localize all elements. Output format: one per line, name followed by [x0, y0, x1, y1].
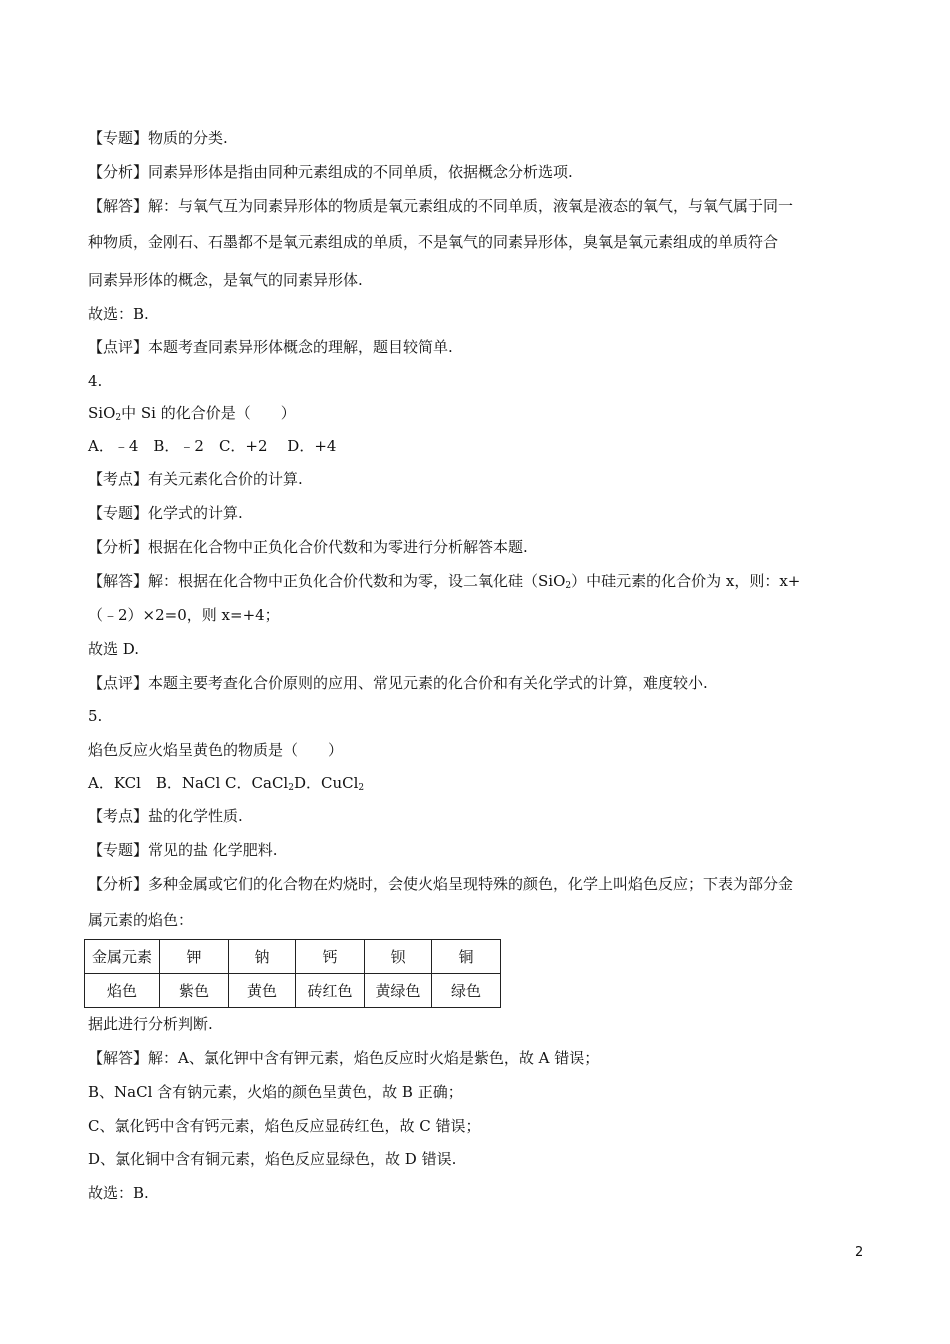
table-cell: 金属元素 — [85, 940, 160, 974]
table-cell: 绿色 — [432, 974, 501, 1008]
q4-choice: 故选 D. — [88, 640, 140, 658]
table-cell: 钾 — [160, 940, 229, 974]
table-cell: 铜 — [432, 940, 501, 974]
table-cell: 紫色 — [160, 974, 229, 1008]
q3-answer-line3: 同素异形体的概念，是氧气的同素异形体. — [88, 271, 363, 289]
q5-point: 【考点】盐的化学性质. — [88, 807, 243, 825]
q5-analysis-line2: 属元素的焰色： — [88, 911, 194, 929]
q4-comment: 【点评】本题主要考查化合价原则的应用、常见元素的化合价和有关化学式的计算，难度较小. — [88, 674, 708, 692]
q5-answer-line1: 【解答】解：A、氯化钾中含有钾元素，焰色反应时火焰是紫色，故 A 错误； — [88, 1049, 600, 1067]
q4-answer-part1: 【解答】解：根据在化合物中正负化合价代数和为零，设二氧化硅（SiO — [88, 572, 566, 590]
q5-number: 5. — [88, 707, 103, 725]
q5-options-part2: D．CuCl — [293, 774, 359, 792]
table-cell: 钙 — [296, 940, 365, 974]
table-cell: 钡 — [365, 940, 432, 974]
table-cell: 黄绿色 — [365, 974, 432, 1008]
q4-answer-line1 — [88, 571, 800, 591]
subscript: 2 — [565, 581, 572, 591]
q5-answer-line3: C、氯化钙中含有钙元素，焰色反应显砖红色，故 C 错误； — [88, 1117, 481, 1135]
q5-answer-line2: B、NaCl 含有钠元素，火焰的颜色呈黄色，故 B 正确； — [88, 1083, 463, 1101]
q4-topic: 【专题】化学式的计算. — [88, 504, 243, 522]
table-cell: 黄色 — [229, 974, 296, 1008]
table-cell: 钠 — [229, 940, 296, 974]
table-cell: 焰色 — [85, 974, 160, 1008]
page-number: 2 — [855, 1245, 864, 1260]
q4-stem — [88, 403, 296, 423]
q4-point: 【考点】有关元素化合价的计算. — [88, 470, 303, 488]
q3-analysis: 【分析】同素异形体是指由同种元素组成的不同单质，依据概念分析选项. — [88, 163, 573, 181]
q4-number: 4. — [88, 372, 103, 390]
subscript: 2 — [288, 783, 294, 793]
q5-analysis-line1: 【分析】多种金属或它们的化合物在灼烧时，会使火焰呈现特殊的颜色，化学上叫焰色反应；下表为部分金 — [88, 875, 794, 893]
q3-answer-line2: 种物质，金刚石、石墨都不是氧元素组成的单质，不是氧气的同素异形体，臭氧是氧元素组成的单质符合 — [88, 233, 779, 251]
q3-answer-line1: 【解答】解：与氧气互为同素异形体的物质是氧元素组成的不同单质，液氧是液态的氧气，与氧气属于同一 — [88, 197, 794, 215]
q5-choice: 故选：B. — [88, 1184, 149, 1202]
table-cell: 砖红色 — [296, 974, 365, 1008]
q3-topic: 【专题】物质的分类. — [88, 129, 228, 147]
q5-options — [88, 773, 364, 793]
flame-color-table — [84, 939, 501, 1008]
q3-comment: 【点评】本题考查同素异形体概念的理解，题目较简单. — [88, 338, 453, 356]
q4-options: A．﹣4 B．﹣2 C．+2 D．+4 — [88, 437, 337, 455]
q3-choice: 故选：B. — [88, 305, 149, 323]
table-row — [85, 974, 501, 1008]
table-header-row — [85, 940, 501, 974]
q4-stem-text: 中 Si 的化合价是（ ） — [121, 404, 296, 422]
q5-topic: 【专题】常见的盐 化学肥料. — [88, 841, 278, 859]
subscript: 2 — [358, 783, 365, 793]
q4-analysis: 【分析】根据在化合物中正负化合价代数和为零进行分析解答本题. — [88, 538, 528, 556]
q5-answer-line4: D、氯化铜中含有铜元素，焰色反应显绿色，故 D 错误. — [88, 1150, 457, 1168]
q4-stem-formula: SiO — [88, 404, 116, 422]
q5-options-part1: A．KCl B．NaCl C．CaCl — [88, 774, 289, 792]
q5-after-table: 据此进行分析判断. — [88, 1015, 213, 1033]
q4-answer-line2: （﹣2）×2=0，则 x=+4； — [88, 606, 280, 624]
subscript: 2 — [115, 413, 122, 423]
q5-stem: 焰色反应火焰呈黄色的物质是（ ） — [88, 741, 344, 759]
q4-answer-part2: ）中硅元素的化合价为 x，则：x+ — [571, 572, 801, 590]
